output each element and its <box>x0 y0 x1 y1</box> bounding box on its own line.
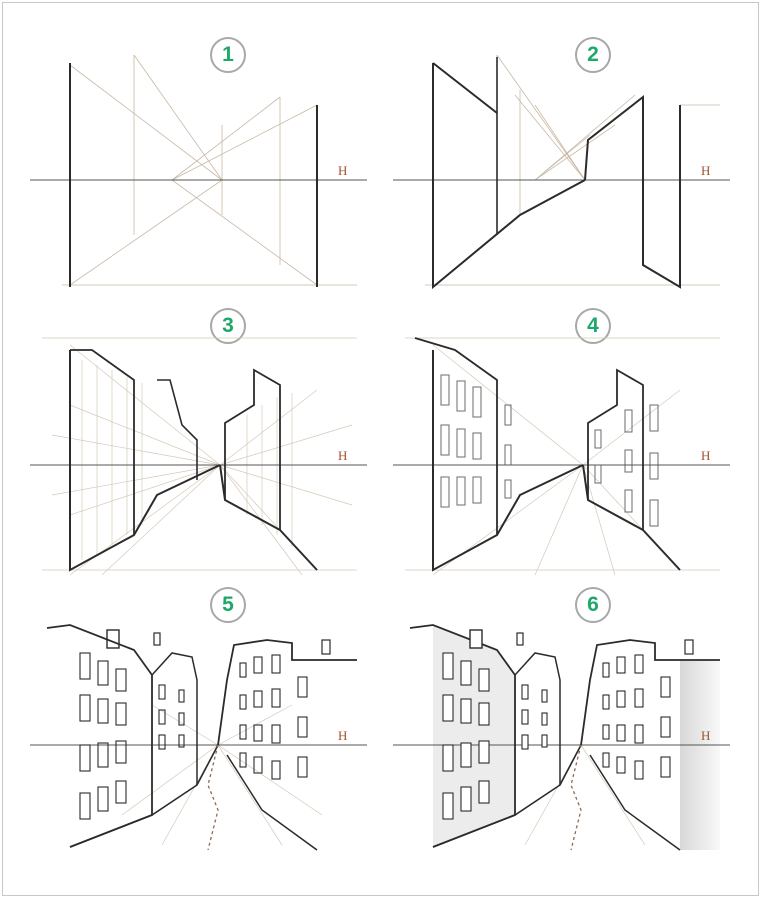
step-5-windows-right <box>240 655 307 779</box>
step-6-windows-right <box>603 655 670 779</box>
step-2-construction-lines <box>425 55 720 285</box>
step-4-left-rooflines <box>415 338 497 535</box>
step-5-left-chimney <box>107 630 119 648</box>
step-5-left-building <box>47 625 152 847</box>
step-6-horizon-label: H <box>701 728 711 743</box>
step-4-panel <box>385 305 745 595</box>
step-5-left-back-chimney <box>154 633 160 645</box>
step-5-panel <box>22 585 382 875</box>
step-5-right-chimney <box>322 640 330 654</box>
step-4-left-street <box>433 350 583 570</box>
step-2-left-building <box>433 63 585 287</box>
step-3-window-grid-left <box>82 360 142 560</box>
step-5-badge: 5 <box>210 587 246 623</box>
step-1-horizon-label: H <box>338 163 348 178</box>
step-3-right-building <box>225 370 280 530</box>
step-1-sketch <box>22 35 382 325</box>
step-3-construction-lines <box>42 338 357 575</box>
step-1-badge: 1 <box>210 37 246 73</box>
step-2-panel <box>385 35 745 325</box>
step-1-panel <box>22 35 382 325</box>
step-2-badge: 2 <box>575 37 611 73</box>
step-2-left-roof <box>433 63 497 113</box>
step-6-panel <box>385 585 745 875</box>
step-5-horizon-label: H <box>338 728 348 743</box>
step-6-left-chimney <box>470 630 482 648</box>
step-3-horizon-label: H <box>338 448 348 463</box>
step-5-left-sidewalk <box>70 745 218 847</box>
step-5-right-building <box>218 640 357 745</box>
step-6-sketch <box>385 585 745 875</box>
step-6-construction-lines <box>525 745 645 845</box>
step-6-right-chimney <box>685 640 693 654</box>
step-6-badge: 6 <box>575 587 611 623</box>
step-4-right-building <box>588 370 643 530</box>
step-6-right-shading <box>680 660 720 850</box>
step-4-sketch <box>385 305 745 595</box>
step-4-horizon-label: H <box>701 448 711 463</box>
step-4-construction-lines <box>405 338 720 575</box>
step-2-sketch <box>385 35 745 325</box>
step-6-left-back-chimney <box>517 633 523 645</box>
step-5-sketch <box>22 585 382 875</box>
step-4-badge: 4 <box>575 308 611 344</box>
step-3-sketch <box>22 305 382 595</box>
step-3-panel <box>22 305 382 595</box>
step-5-windows-left <box>80 653 184 819</box>
step-3-left-rooflines <box>70 350 134 535</box>
step-3-badge: 3 <box>210 308 246 344</box>
step-2-horizon-label: H <box>701 163 711 178</box>
step-4-windows-left <box>441 375 511 507</box>
step-1-construction-lines <box>62 55 357 285</box>
